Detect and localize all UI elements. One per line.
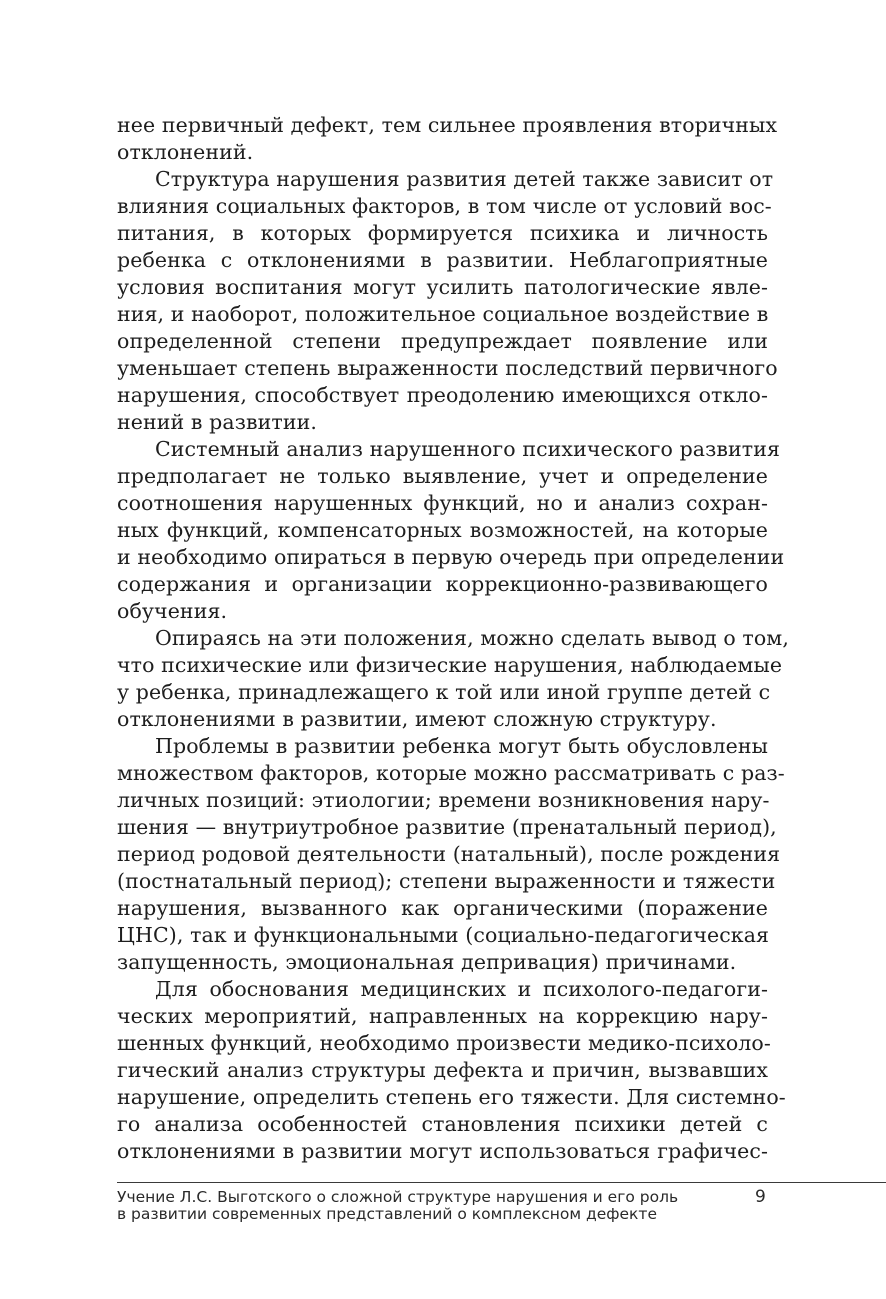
text-line: ных функций, компенсаторных возможностей, на которые	[117, 518, 768, 542]
text-line: период родовой деятельности (натальный), после рождения	[117, 842, 781, 866]
text-line: личных позиций: этиологии; времени возникновения нару-	[117, 788, 770, 812]
text-line: ребенка с отклонениями в развитии. Неблагоприятные	[117, 248, 768, 272]
text-line: нарушения, способствует преодолению имеющихся откло-	[117, 383, 768, 407]
text-line: питания, в которых формируется психика и личность	[117, 221, 768, 245]
footer-title-line: Учение Л.С. Выготского о сложной структуре нарушения и его роль	[117, 1188, 679, 1206]
text-line: у ребенка, принадлежащего к той или иной группе детей с	[117, 680, 771, 704]
paragraph-start-line: Структура нарушения развития детей также зависит от	[155, 167, 774, 191]
text-line: ния, и наоборот, положительное социальное воздействие в	[117, 302, 769, 326]
text-line: нений в развитии.	[117, 410, 317, 434]
text-line: шения — внутриутробное развитие (пренатальный период),	[117, 815, 777, 839]
text-line: что психические или физические нарушения, наблюдаемые	[117, 653, 783, 677]
text-line: ЦНС), так и функциональными (социально-педагогическая	[117, 923, 770, 947]
text-line: предполагает не только выявление, учет и определение	[117, 464, 768, 488]
text-line: нарушение, определить степень его тяжести. Для системно-	[117, 1085, 786, 1109]
text-line: уменьшает степень выраженности последствий первичного	[117, 356, 778, 380]
text-line: ческих мероприятий, направленных на коррекцию нару-	[117, 1004, 768, 1028]
text-line: соотношения нарушенных функций, но и анализ сохран-	[117, 491, 768, 515]
text-line: множеством факторов, которые можно рассматривать с раз-	[117, 761, 785, 785]
text-line: условия воспитания могут усилить патологические явле-	[117, 275, 768, 299]
body-text	[117, 112, 789, 1165]
text-line: гический анализ структуры дефекта и причин, вызвавших	[117, 1058, 768, 1082]
page-number: 9	[755, 1187, 766, 1207]
text-line: го анализа особенностей становления психики детей с	[117, 1112, 768, 1136]
text-line: нее первичный дефект, тем сильнее проявления вторичных	[117, 113, 778, 137]
text-line: содержания и организации коррекционно-развивающего	[117, 572, 768, 596]
text-line: шенных функций, необходимо произвести медико-психоло-	[117, 1031, 771, 1055]
paragraph-start-line: Опираясь на эти положения, можно сделать вывод о том,	[155, 626, 789, 650]
text-line: отклонениями в развитии, имеют сложную структуру.	[117, 707, 717, 731]
text-line: отклонений.	[117, 140, 254, 164]
text-line: нарушения, вызванного как органическими (поражение	[117, 896, 768, 920]
text-line: определенной степени предупреждает появление или	[117, 329, 768, 353]
footer-title-line: в развитии современных представлений о комплексном дефекте	[117, 1205, 657, 1223]
paragraph-start-line: Проблемы в развитии ребенка могут быть обусловлены	[155, 734, 768, 758]
text-line: запущенность, эмоциональная депривация) причинами.	[117, 950, 737, 974]
running-footer-title	[117, 1189, 717, 1223]
paragraph-start-line: Системный анализ нарушенного психического развития	[155, 437, 781, 461]
text-line: и необходимо опираться в первую очередь при определении	[117, 545, 785, 569]
text-line: отклонениями в развитии могут использоваться графичес-	[117, 1139, 768, 1163]
text-line: влияния социальных факторов, в том числе от условий вос-	[117, 194, 772, 218]
paragraph-start-line: Для обоснования медицинских и психолого-педагоги-	[155, 977, 768, 1001]
text-line: обучения.	[117, 599, 228, 623]
footer-divider	[117, 1182, 886, 1183]
text-line: (постнатальный период); степени выраженности и тяжести	[117, 869, 776, 893]
